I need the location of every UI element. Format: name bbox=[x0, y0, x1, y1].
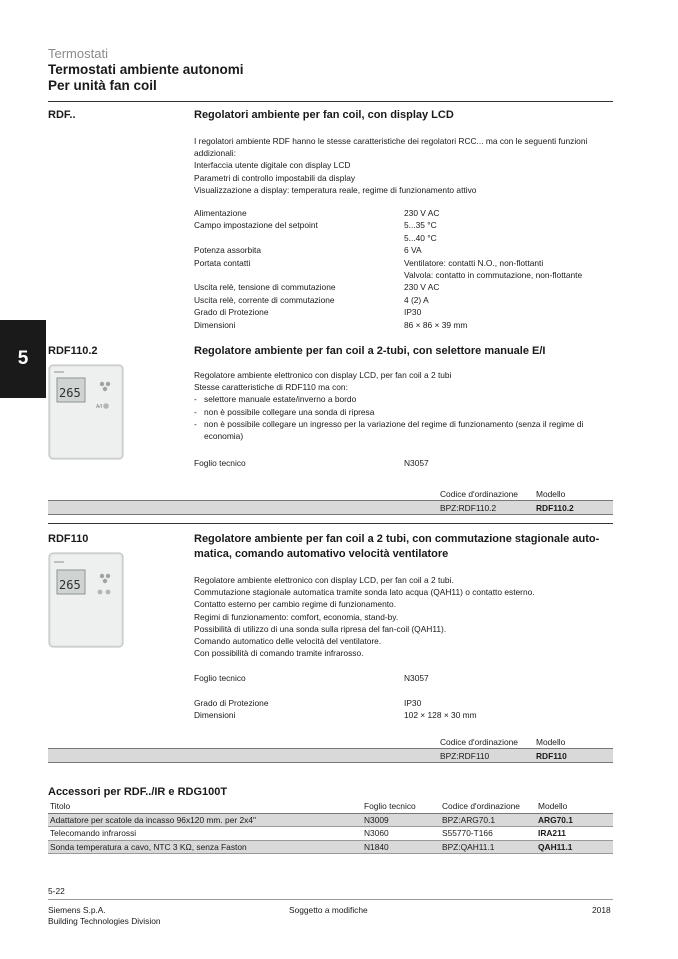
header-subtitle: Per unità fan coil bbox=[48, 78, 157, 93]
accessories-title: Accessori per RDF../IR e RDG100T bbox=[48, 786, 228, 798]
page-number: 5-22 bbox=[48, 886, 65, 896]
thermostat-device-image bbox=[48, 364, 124, 460]
footer-year: 2018 bbox=[592, 905, 611, 915]
spec-key: Dimensioni bbox=[194, 710, 236, 721]
spec-key: Grado di Protezione bbox=[194, 307, 269, 318]
section-title-rdf110 bbox=[194, 532, 614, 562]
spec-table-rdf bbox=[194, 208, 582, 332]
header-category: Termostati bbox=[48, 46, 108, 61]
table-row bbox=[48, 840, 613, 854]
accessory-model: ARG70.1 bbox=[536, 813, 613, 827]
accessory-code: BPZ:ARG70.1 bbox=[440, 813, 536, 827]
text-line: Regolatore ambiente elettronico con display LCD, per fan coil a 2 tubi. bbox=[194, 575, 454, 585]
spec-value: IP30 bbox=[404, 307, 422, 318]
spec-row bbox=[194, 208, 582, 220]
footer-company: Siemens S.p.A. bbox=[48, 905, 106, 915]
section-rule bbox=[48, 523, 613, 524]
model-header: Modello bbox=[536, 489, 566, 499]
bullet-item: - non è possibile collegare un ingresso per la variazione del regime di funzionamento (senza il regime di economia) bbox=[194, 418, 614, 442]
thermostat-device-image bbox=[48, 552, 124, 648]
header-rule bbox=[48, 101, 613, 102]
spec-value: 230 V AC bbox=[404, 208, 440, 218]
model: RDF110 bbox=[536, 751, 567, 761]
intro-line: Parametri di controllo impostabili da display bbox=[194, 172, 356, 183]
section-rdf110-text bbox=[194, 574, 614, 659]
bullet-item: - non è possibile collegare una sonda di ripresa bbox=[194, 406, 614, 418]
spec-row bbox=[194, 458, 429, 470]
table-row bbox=[48, 813, 613, 827]
spec-table-rdf1102 bbox=[194, 458, 429, 470]
accessory-code: BPZ:QAH11.1 bbox=[440, 840, 536, 854]
spec-value: 5...35 °C bbox=[404, 220, 437, 231]
spec-row bbox=[194, 320, 582, 332]
section-title-rdf: Regolatori ambiente per fan coil, con display LCD bbox=[194, 109, 454, 121]
spec-value: 4 (2) A bbox=[404, 294, 429, 305]
intro-line: Visualizzazione a display: temperatura reale, regime di funzionamento attivo bbox=[194, 184, 477, 195]
text-line: Regimi di funzionamento: comfort, economia, stand-by. bbox=[194, 611, 399, 622]
order-code: BPZ:RDF110 bbox=[440, 751, 490, 761]
accessory-sheet: N3060 bbox=[362, 827, 440, 841]
spec-value: N3057 bbox=[404, 458, 429, 468]
spec-row bbox=[194, 220, 582, 232]
column-header: Titolo bbox=[48, 800, 362, 813]
text-line: Commutazione stagionale automatica tramite sonda lato acqua (QAH11) o contatto esterno. bbox=[194, 587, 535, 598]
spec-row bbox=[194, 282, 582, 294]
spec-key: Grado di Protezione bbox=[194, 697, 269, 708]
spec-value: N3057 bbox=[404, 673, 429, 683]
order-table-rdf1102 bbox=[48, 487, 613, 515]
text-line: Con possibilità di comando tramite infrarosso. bbox=[194, 648, 364, 659]
section-code-rdf1102: RDF110.2 bbox=[48, 345, 98, 357]
footer-rule bbox=[48, 899, 613, 900]
order-code: BPZ:RDF110.2 bbox=[440, 503, 497, 513]
table-row bbox=[48, 827, 613, 841]
section-code-rdf110: RDF110 bbox=[48, 533, 89, 545]
column-header: Codice d'ordinazione bbox=[440, 800, 536, 813]
accessory-title: Adattatore per scatole da incasso 96x120 mm. per 2x4" bbox=[48, 813, 362, 827]
spec-row bbox=[194, 698, 477, 710]
text-line: Comando automatico delle velocità del ventilatore. bbox=[194, 636, 382, 647]
text-line: Stesse caratteristiche di RDF110 ma con: bbox=[194, 382, 348, 393]
spec-key: Portata contatti bbox=[194, 257, 251, 268]
title-line: matica, comando automativo velocità ventilatore bbox=[194, 548, 449, 560]
spec-key: Potenza assorbita bbox=[194, 245, 262, 256]
footer-note: Soggetto a modifiche bbox=[289, 905, 368, 915]
spec-key: Foglio tecnico bbox=[194, 673, 246, 683]
spec-key: Alimentazione bbox=[194, 208, 247, 218]
spec-value: Valvola: contatto in commutazione, non-flottante bbox=[404, 269, 583, 280]
order-code-header: Codice d'ordinazione bbox=[440, 737, 518, 747]
section-rdf-intro bbox=[194, 135, 614, 196]
accessory-sheet: N3009 bbox=[362, 813, 440, 827]
spec-key: Foglio tecnico bbox=[194, 458, 246, 468]
accessory-sheet: N1840 bbox=[362, 840, 440, 854]
spec-row bbox=[194, 270, 582, 282]
model: RDF110.2 bbox=[536, 503, 574, 513]
spec-value: 230 V AC bbox=[404, 282, 440, 293]
section-title-rdf1102: Regolatore ambiente per fan coil a 2-tubi, con selettore manuale E/I bbox=[194, 345, 546, 357]
column-header: Foglio tecnico bbox=[362, 800, 440, 813]
intro-line: addizionali: bbox=[194, 148, 236, 159]
spec-row bbox=[194, 245, 582, 257]
text-line: Contatto esterno per cambio regime di funzionamento. bbox=[194, 599, 397, 610]
order-code-header: Codice d'ordinazione bbox=[440, 489, 518, 499]
footer-division: Building Technologies Division bbox=[48, 916, 161, 926]
accessories-table bbox=[48, 800, 613, 854]
spec-value: 86 × 86 × 39 mm bbox=[404, 319, 468, 330]
order-table-rdf110 bbox=[48, 735, 613, 763]
spec-value: IP30 bbox=[404, 697, 422, 708]
svg-text:A/I: A/I bbox=[96, 404, 103, 410]
spec-key: Uscita relè, tensione di commutazione bbox=[194, 282, 336, 293]
title-line: Regolatore ambiente per fan coil a 2 tubi, con commutazione stagionale auto- bbox=[194, 533, 600, 545]
spec-row bbox=[194, 673, 477, 685]
accessory-model: IRA211 bbox=[536, 827, 613, 841]
spec-value: 6 VA bbox=[404, 245, 422, 256]
section-rdf1102-text bbox=[194, 369, 614, 442]
column-header: Modello bbox=[536, 800, 613, 813]
spec-key: Dimensioni bbox=[194, 319, 236, 330]
spec-table-rdf110 bbox=[194, 673, 477, 723]
spec-row bbox=[194, 233, 582, 245]
accessory-title: Sonda temperatura a cavo, NTC 3 KΩ, senza Faston bbox=[48, 840, 362, 854]
text-line: Regolatore ambiente elettronico con display LCD, per fan coil a 2 tubi bbox=[194, 370, 452, 380]
text-line: Possibilità di utilizzo di una sonda sulla ripresa del fan-coil (QAH11). bbox=[194, 623, 447, 634]
spec-row bbox=[194, 307, 582, 319]
chapter-tab: 5 bbox=[0, 320, 46, 398]
model-header: Modello bbox=[536, 737, 566, 747]
bullet-item: - selettore manuale estate/inverno a bordo bbox=[194, 393, 614, 405]
spec-row bbox=[194, 710, 477, 722]
accessory-code: S55770-T166 bbox=[440, 827, 536, 841]
accessory-model: QAH11.1 bbox=[536, 840, 613, 854]
spec-row bbox=[194, 258, 582, 270]
spec-value: Ventilatore: contatti N.O., non-flottanti bbox=[404, 257, 544, 268]
spec-key: Campo impostazione del setpoint bbox=[194, 220, 318, 231]
spec-row bbox=[194, 295, 582, 307]
intro-line: Interfaccia utente digitale con display LCD bbox=[194, 160, 351, 171]
table-header-row bbox=[48, 800, 613, 813]
section-code-rdf: RDF.. bbox=[48, 109, 76, 121]
device-lcd-text: 265 bbox=[59, 578, 81, 592]
spec-value: 5...40 °C bbox=[404, 232, 437, 243]
spec-key: Uscita relè, corrente di commutazione bbox=[194, 294, 335, 305]
device-lcd-text: 265 bbox=[59, 386, 81, 400]
header-title: Termostati ambiente autonomi bbox=[48, 62, 244, 77]
intro-line: I regolatori ambiente RDF hanno le stesse caratteristiche dei regolatori RCC... ma con le seguenti funzioni bbox=[194, 136, 588, 146]
accessory-title: Telecomando infrarossi bbox=[48, 827, 362, 841]
spec-value: 102 × 128 × 30 mm bbox=[404, 710, 477, 721]
